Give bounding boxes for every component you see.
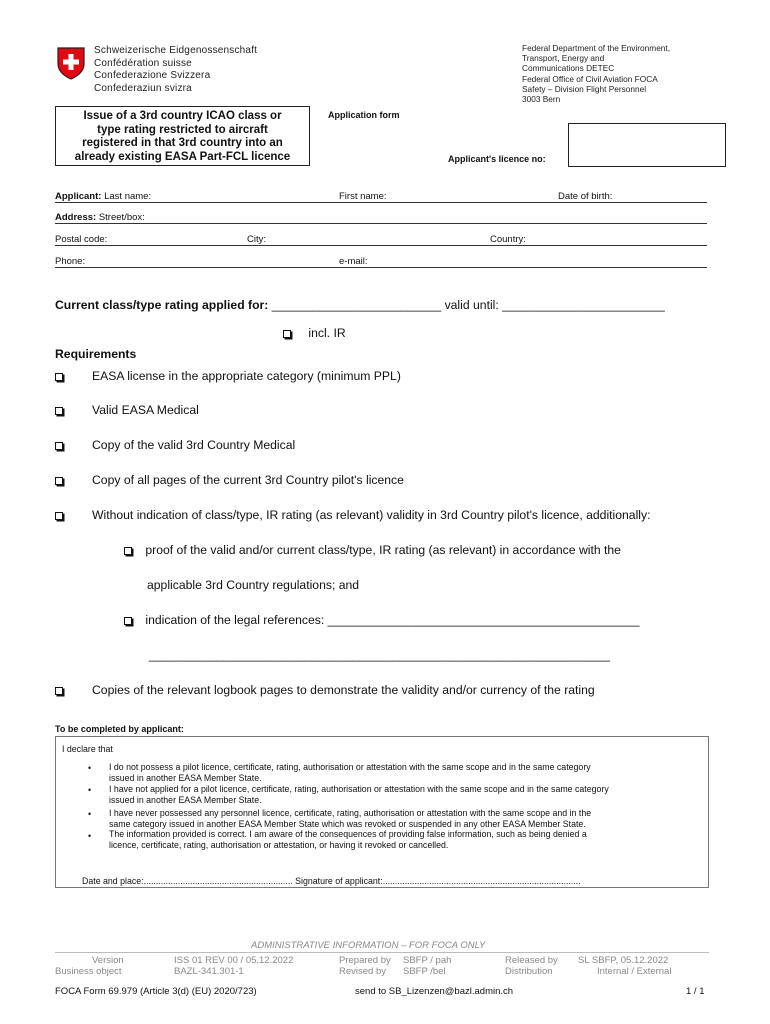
applicant-label: Applicant: [55,191,102,202]
distribution-label: Distribution [505,966,553,977]
title-line: registered in that 3rd country into an [82,137,283,149]
confed-rm: Confederaziun svizra [94,82,192,94]
requirement-item [55,403,199,417]
licence-no-label: Applicant's licence no: [448,154,546,164]
admin-title: ADMINISTRATIVE INFORMATION – FOR FOCA ONLY [251,940,486,951]
address-label: Address: [55,212,97,223]
declaration-bullet [109,784,707,805]
requirement-item [55,473,404,487]
street-field[interactable] [55,223,707,224]
sub-requirement-checkbox[interactable] [124,547,132,555]
email-label: e-mail: [339,256,368,267]
dept-line: Federal Department of the Environment, [522,43,671,53]
sub-requirement-continuation: applicable 3rd Country regulations; and [147,578,360,592]
bullet-icon: • [88,809,92,819]
sub-requirement-item [124,613,639,627]
prepared-by-label: Prepared by [339,955,391,966]
requirement-label: Valid EASA Medical [92,403,199,417]
requirement-label: Copies of the relevant logbook pages to demonstrate the validity and/or currency of the rating [92,683,595,697]
confed-fr: Confédération suisse [94,57,192,69]
declaration-heading: To be completed by applicant: [55,724,184,734]
incl-ir-label: incl. IR [308,326,346,340]
date-signature-field[interactable]: Date and place:............................................................. Signature of applicant:................................................................................. [82,876,581,886]
bullet-icon: • [88,763,92,773]
sub-requirement-item [124,543,621,557]
declaration-line: I do not possess a pilot licence, certificate, rating, authorisation or attestation with the same scope and in the same category [109,762,591,772]
department-address [522,43,670,104]
declaration-line: issued in another EASA Member State. [109,794,262,805]
version-label: Version [92,955,124,966]
version-value: ISS 01 REV 00 / 05.12.2022 [174,955,294,966]
requirement-checkbox[interactable] [55,512,63,520]
requirement-item [55,438,296,452]
first-name-label: First name: [339,191,387,202]
dob-label: Date of birth: [558,191,613,202]
requirement-label: Copy of all pages of the current 3rd Country pilot's licence [92,473,404,487]
requirement-checkbox[interactable] [55,687,63,695]
business-object-label: Business object [55,966,122,977]
released-by-label: Released by [505,955,558,966]
declaration-line: same category issued in another EASA Member State which was revoked or suspended in any other EASA Member State. [109,818,586,829]
distribution-value: Internal / External [597,966,672,977]
requirement-checkbox[interactable] [55,373,63,381]
incl-ir-option [283,326,346,340]
swiss-coat-of-arms-icon [56,46,86,80]
postal-city-country-field[interactable] [55,245,707,246]
declaration-intro: I declare that [62,744,113,754]
title-line: type rating restricted to aircraft [97,123,268,136]
rating-label: Current class/type rating applied for: [55,298,269,312]
declaration-bullet [109,762,707,783]
revised-by-value: SBFP /bel [403,966,446,977]
postal-label: Postal code: [55,234,108,245]
application-form-label: Application form [328,110,400,120]
phone-label: Phone: [55,256,86,267]
admin-divider [55,952,709,953]
rating-field[interactable]: _________________________ [271,298,442,312]
form-number: FOCA Form 69.979 (Article 3(d) (EU) 2020/723) [55,986,257,997]
send-to-email: send to SB_Lizenzen@bazl.admin.ch [355,986,514,997]
sub-requirement-label: proof of the valid and/or current class/type, IR rating (as relevant) in accordance with the [145,543,621,557]
applicant-last-name-label [55,191,151,202]
sub-requirement-checkbox[interactable] [124,617,132,625]
incl-ir-checkbox[interactable] [283,330,291,338]
requirement-label: Without indication of class/type, IR rating (as relevant) validity in 3rd Country pilot's licence, additionally: [92,508,651,522]
confederation-names [94,45,257,95]
title-line: Issue of a 3rd country ICAO class or [83,110,282,122]
last-name-field[interactable] [55,202,707,203]
page-number: 1 / 1 [686,986,705,997]
declaration-line: I have not applied for a pilot licence, certificate, rating, authorisation or attestation with the same scope and in the same category [109,784,609,794]
country-label: Country: [490,234,526,245]
requirement-item [55,508,651,522]
bullet-icon: • [88,785,92,795]
requirements-heading: Requirements [55,347,137,361]
bullet-icon: • [88,831,92,841]
confed-de: Schweizerische Eidgenossenschaft [94,45,258,56]
revised-by-label: Revised by [339,966,386,977]
requirement-checkbox[interactable] [55,477,63,485]
declaration-line: The information provided is correct. I am aware of the consequences of providing false information, such as being denied a [109,829,587,840]
title-line: already existing EASA Part-FCL licence [74,150,291,163]
valid-until-field[interactable]: ________________________ [502,298,665,312]
city-label: City: [247,234,266,245]
declaration-line: licence, certificate, rating, authorisation or attestation, or having it revoked or cancelled. [109,839,449,850]
declaration-line: issued in another EASA Member State. [109,772,262,783]
confed-it: Confederazione Svizzera [94,70,211,81]
form-title [55,106,310,166]
declaration-line: I have never possessed any personnel licence, certificate, rating, authorisation or attestation with the same scope and in the [109,808,592,818]
legal-references-field[interactable]: indication of the legal references: ______________________________________________ [145,613,640,627]
requirement-item [55,369,401,383]
released-by-value: SL SBFP, 05.12.2022 [578,955,669,966]
requirement-label: Copy of the valid 3rd Country Medical [92,438,296,452]
requirement-checkbox[interactable] [55,407,63,415]
phone-email-field[interactable] [55,267,707,268]
dept-line: Federal Office of Civil Aviation FOCA [522,73,658,84]
last-name-label: Last name: [104,191,152,202]
dept-line: Transport, Energy and [522,53,605,64]
prepared-by-value: SBFP / pah [403,955,452,966]
dept-line: Communications DETEC [522,63,615,74]
rating-line [55,298,665,312]
dept-line: Safety – Division Flight Personnel [522,83,647,94]
valid-until-label: valid until: [444,298,499,312]
requirement-label: EASA license in the appropriate category (minimum PPL) [92,369,401,383]
requirement-checkbox[interactable] [55,442,63,450]
declaration-bullet [109,808,707,850]
legal-references-field-line2[interactable]: ____________________________________________________________________ [149,648,610,662]
licence-no-field[interactable] [568,123,726,167]
street-label: Street/box: [98,212,145,223]
requirement-item [55,683,595,697]
address-label-group [55,212,145,223]
dept-line: 3003 Bern [522,94,561,105]
business-object-value: BAZL-341.301-1 [174,966,244,977]
